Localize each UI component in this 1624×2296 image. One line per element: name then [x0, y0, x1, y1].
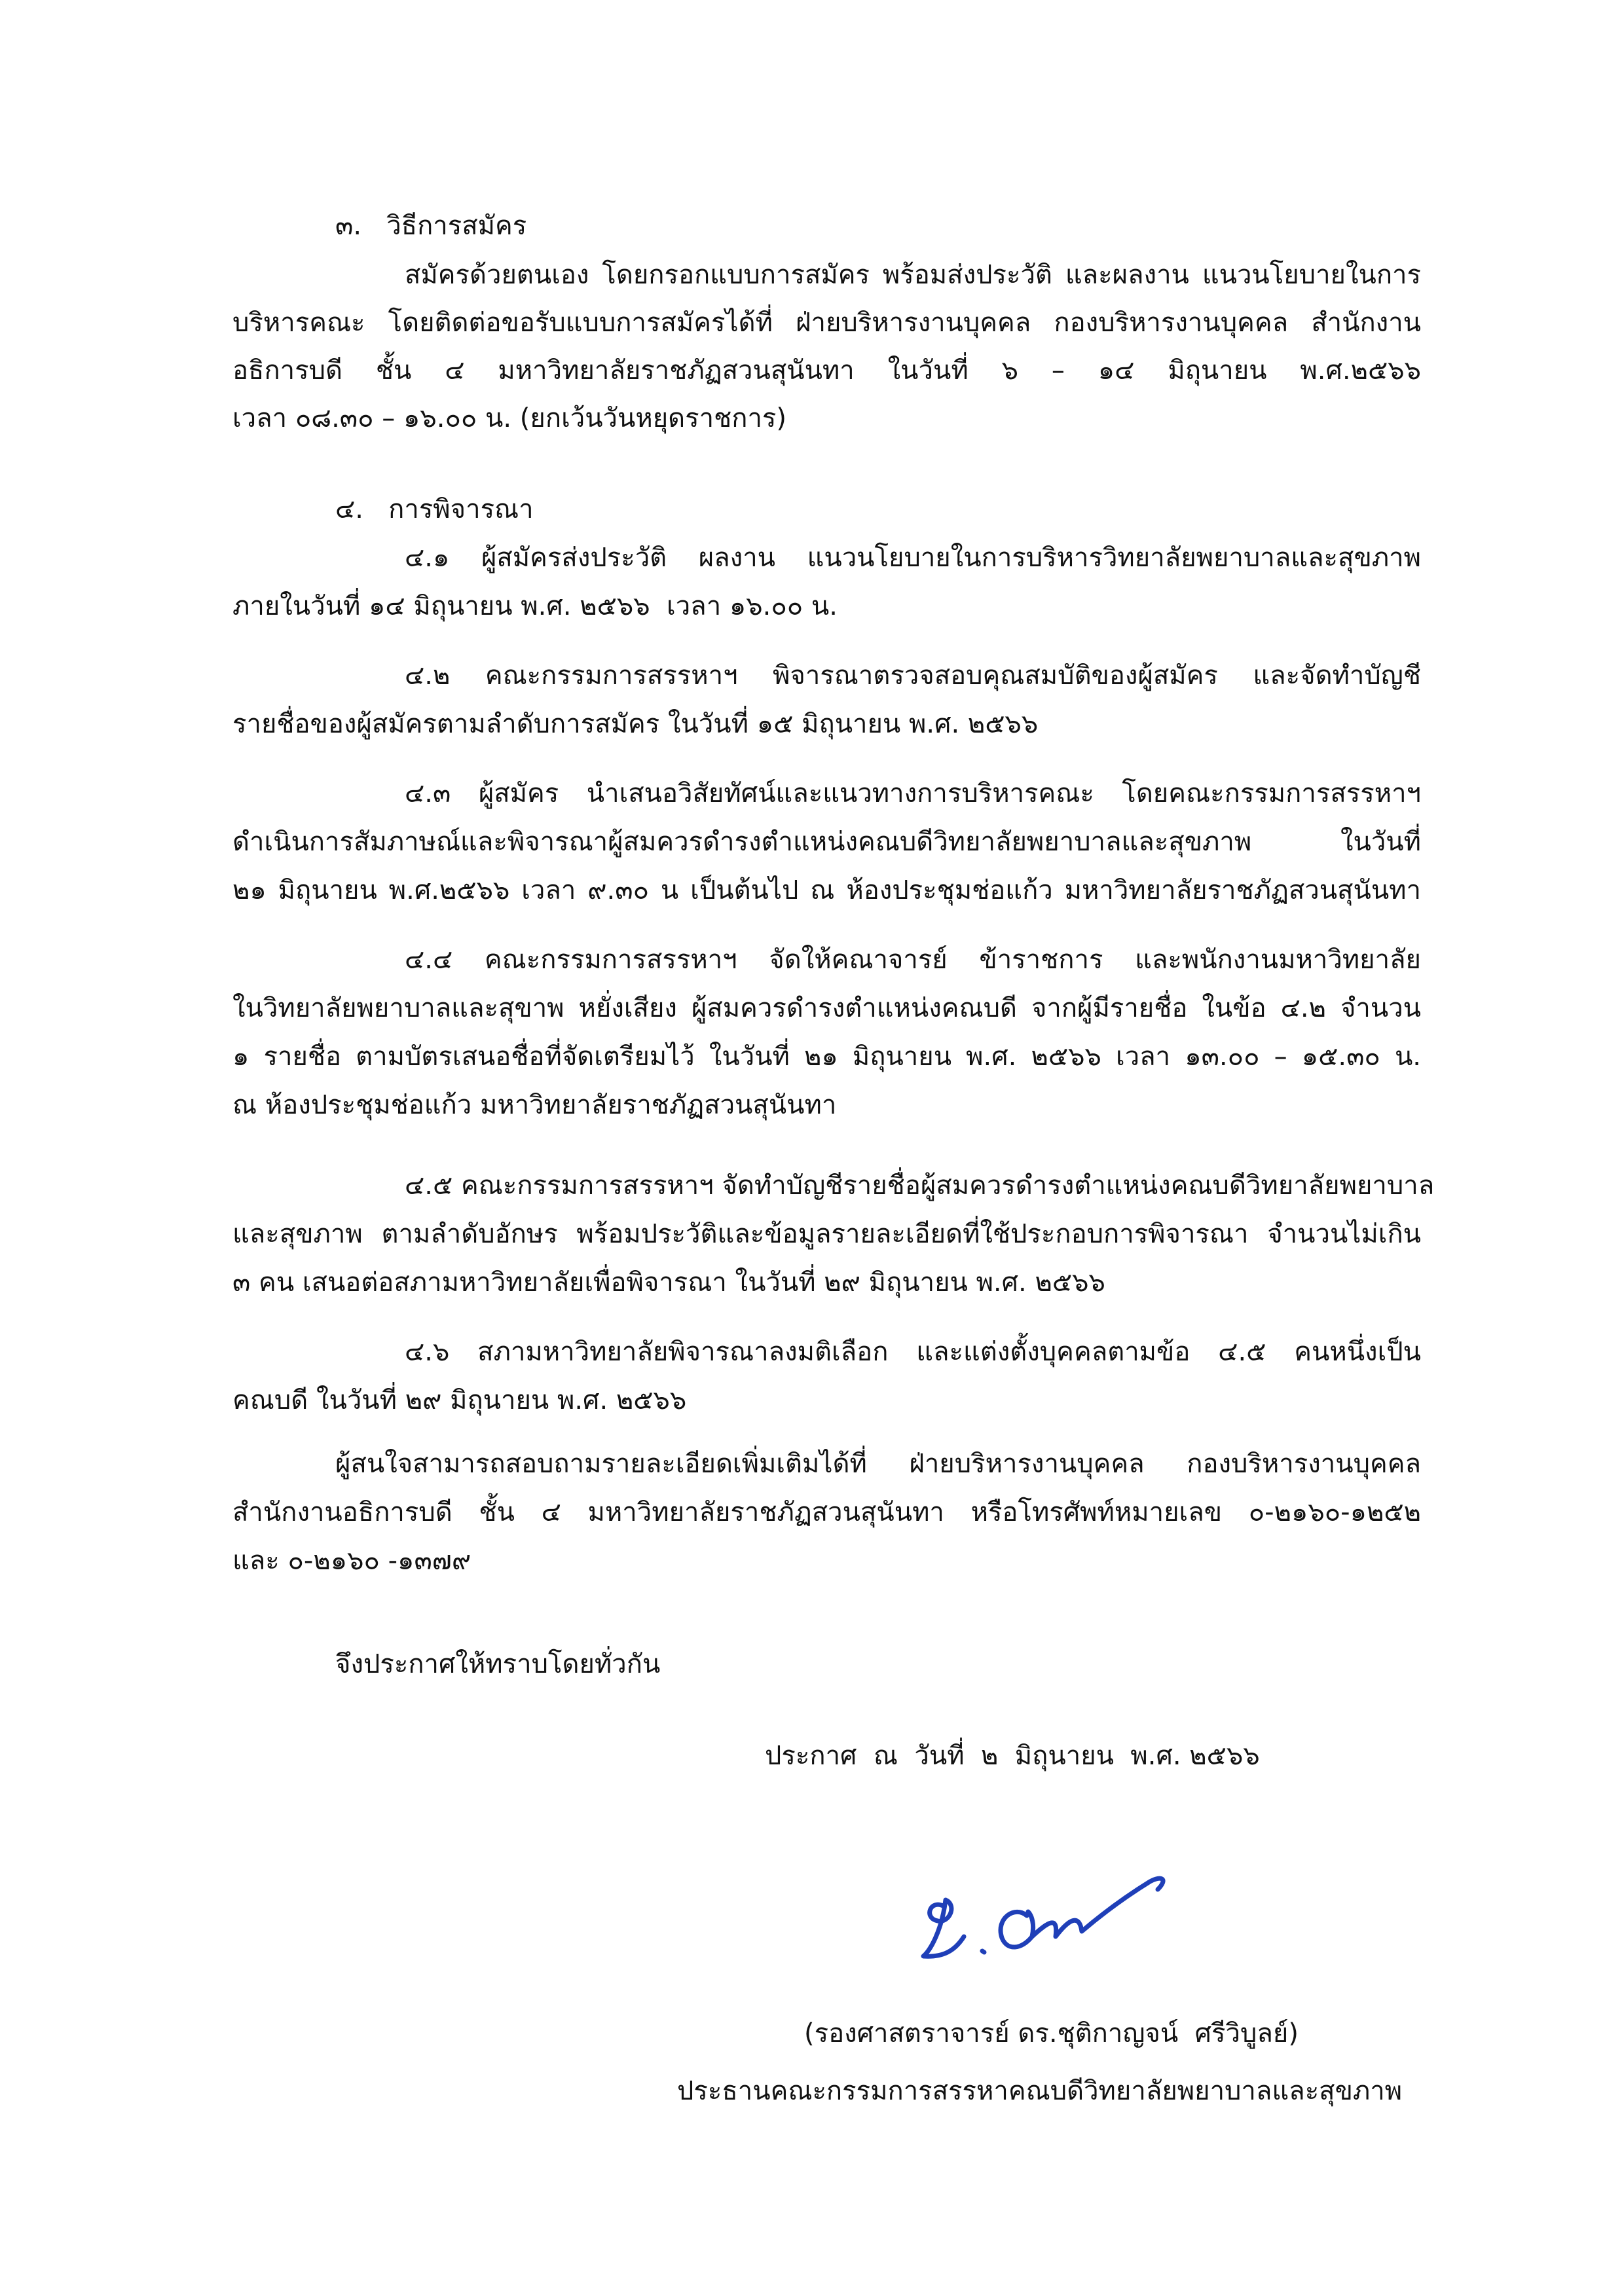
item-4-2-line-2: รายชื่อของผู้สมัครตามลำดับการสมัคร ในวันที่ ๑๕ มิถุนายน พ.ศ. ๒๕๖๖: [232, 709, 1039, 739]
section-3-line-4: เวลา ๐๘.๓๐ – ๑๖.๐๐ น. (ยกเว้นวันหยุดราชการ): [232, 403, 786, 433]
signatory-position: ประธานคณะกรรมการสรรหาคณบดีวิทยาลัยพยาบาลและสุขภาพ: [677, 2076, 1403, 2106]
item-4-6-line-1: ๔.๖ สภามหาวิทยาลัยพิจารณาลงมติเลือก และแต่งตั้งบุคคลตามข้อ ๔.๕ คนหนึ่งเป็น: [405, 1337, 1421, 1367]
announcement-date: ประกาศ ณ วันที่ ๒ มิถุนายน พ.ศ. ๒๕๖๖: [765, 1741, 1260, 1771]
item-4-4-line-1: ๔.๔ คณะกรรมการสรรหาฯ จัดให้คณาจารย์ ข้าราชการ และพนักงานมหาวิทยาลัย: [405, 945, 1421, 975]
item-4-3-line-2: ดำเนินการสัมภาษณ์และพิจารณาผู้สมควรดำรงตำแหน่งคณบดีวิทยาลัยพยาบาลและสุขภาพ ในวันที่: [232, 827, 1421, 857]
contact-line-2: สำนักงานอธิการบดี ชั้น ๔ มหาวิทยาลัยราชภัฏสวนสุนันทา หรือโทรศัพท์หมายเลข ๐-๒๑๖๐-๑๒๕๒: [232, 1497, 1421, 1527]
item-4-3-line-3: ๒๑ มิถุนายน พ.ศ.๒๕๖๖ เวลา ๙.๓๐ น เป็นต้นไป ณ ห้องประชุมช่อแก้ว มหาวิทยาลัยราชภัฏสวนสุนันทา: [232, 875, 1421, 905]
section-3-line-3: อธิการบดี ชั้น ๔ มหาวิทยาลัยราชภัฏสวนสุนันทา ในวันที่ ๖ – ๑๔ มิถุนายน พ.ศ.๒๕๖๖: [232, 355, 1421, 386]
item-4-5-line-3: ๓ คน เสนอต่อสภามหาวิทยาลัยเพื่อพิจารณา ในวันที่ ๒๙ มิถุนายน พ.ศ. ๒๕๖๖: [232, 1267, 1105, 1298]
item-4-4-line-2: ในวิทยาลัยพยาบาลและสุขาพ หยั่งเสียง ผู้สมควรดำรงตำแหน่งคณบดี จากผู้มีรายชื่อ ในข้อ ๔.๒ จำนวน: [232, 993, 1421, 1023]
item-4-6-line-2: คณบดี ในวันที่ ๒๙ มิถุนายน พ.ศ. ๒๕๖๖: [232, 1385, 687, 1415]
contact-line-3: และ ๐-๒๑๖๐ -๑๓๗๙: [232, 1546, 471, 1576]
item-4-4-line-4: ณ ห้องประชุมช่อแก้ว มหาวิทยาลัยราชภัฏสวนสุนันทา: [232, 1090, 837, 1120]
section-3-line-2: บริหารคณะ โดยติดต่อขอรับแบบการสมัครได้ที่ ฝ่ายบริหารงานบุคคล กองบริหารงานบุคคล สำนักงาน: [232, 308, 1421, 338]
signatory-name: (รองศาสตราจารย์ ดร.ชุติกาญจน์ ศรีวิบูลย์): [804, 2018, 1299, 2049]
section-4-heading: ๔. การพิจารณา: [335, 494, 534, 524]
item-4-3-line-1: ๔.๓ ผู้สมัคร นำเสนอวิสัยทัศน์และแนวทางการบริหารคณะ โดยคณะกรรมการสรรหาฯ: [405, 778, 1421, 809]
item-4-4-line-3: ๑ รายชื่อ ตามบัตรเสนอชื่อที่จัดเตรียมไว้ ในวันที่ ๒๑ มิถุนายน พ.ศ. ๒๕๖๖ เวลา ๑๓.๐๐ – ๑๕.๓๐ น.: [232, 1042, 1421, 1072]
closing-statement: จึงประกาศให้ทราบโดยทั่วกัน: [335, 1649, 661, 1679]
item-4-1-line-1: ๔.๑ ผู้สมัครส่งประวัติ ผลงาน แนวนโยบายในการบริหารวิทยาลัยพยาบาลและสุขภาพ: [405, 543, 1421, 573]
contact-line-1: ผู้สนใจสามารถสอบถามรายละเอียดเพิ่มเติมได้ที่ ฝ่ายบริหารงานบุคคล กองบริหารงานบุคคล: [335, 1449, 1421, 1479]
item-4-5-line-2: และสุขภาพ ตามลำดับอักษร พร้อมประวัติและข้อมูลรายละเอียดที่ใช้ประกอบการพิจารณา จำนวนไม่เกิน: [232, 1219, 1421, 1249]
section-3-line-1: สมัครด้วยตนเอง โดยกรอกแบบการสมัคร พร้อมส่งประวัติ และผลงาน แนวนโยบายในการ: [405, 260, 1421, 290]
handwritten-signature: [904, 1853, 1179, 1984]
item-4-2-line-1: ๔.๒ คณะกรรมการสรรหาฯ พิจารณาตรวจสอบคุณสมบัติของผู้สมัคร และจัดทำบัญชี: [405, 661, 1421, 691]
item-4-5-line-1: ๔.๕ คณะกรรมการสรรหาฯ จัดทำบัญชีรายชื่อผู้สมควรดำรงตำแหน่งคณบดีวิทยาลัยพยาบาล: [405, 1171, 1435, 1201]
section-3-heading: ๓. วิธีการสมัคร: [335, 211, 527, 241]
item-4-1-line-2: ภายในวันที่ ๑๔ มิถุนายน พ.ศ. ๒๕๖๖ เวลา ๑๖.๐๐ น.: [232, 591, 838, 621]
